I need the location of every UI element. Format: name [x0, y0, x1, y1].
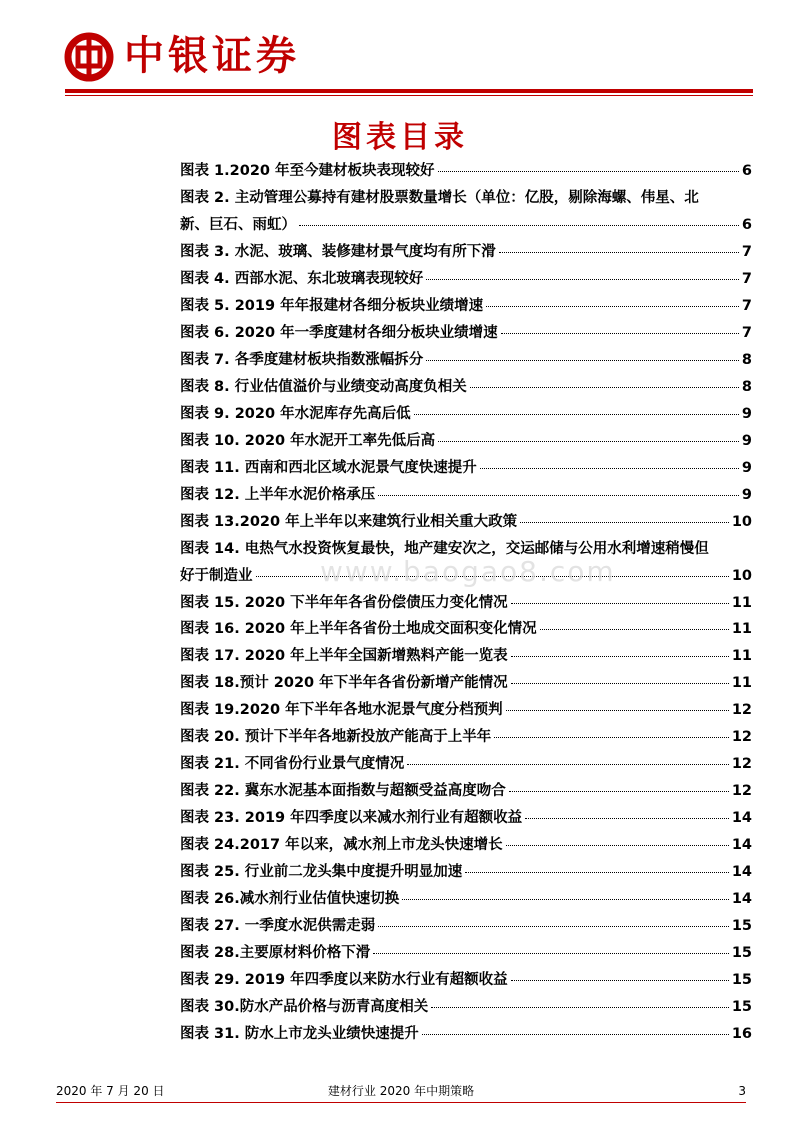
toc-leader-dots [402, 899, 729, 900]
toc-entry-label: 图表 31. 防水上市龙头业绩快速提升 [180, 1026, 419, 1042]
toc-entry-page: 14 [731, 810, 752, 827]
toc-leader-dots [511, 683, 729, 684]
toc-entry[interactable] [180, 940, 752, 967]
toc-leader-dots [438, 441, 739, 442]
toc-leader-dots [407, 764, 729, 765]
toc-entry-label: 图表 24.2017 年以来，减水剂上市龙头快速增长 [180, 837, 503, 854]
table-of-figures [180, 158, 752, 1048]
toc-leader-dots [525, 818, 729, 819]
toc-leader-dots [509, 791, 729, 792]
toc-entry-page: 15 [731, 999, 752, 1016]
toc-entry[interactable] [180, 724, 752, 751]
toc-entry-label: 图表 29. 2019 年四季度以来防水行业有超额收益 [180, 972, 508, 989]
toc-entry-page: 14 [731, 891, 752, 908]
toc-entry-page: 9 [741, 432, 752, 449]
toc-entry-label: 图表 21. 不同省份行业景气度情况 [180, 756, 405, 773]
toc-entry-page: 14 [731, 837, 752, 854]
footer-report-title: 建材行业 2020 年中期策略 [327, 1084, 475, 1098]
toc-leader-dots [501, 333, 739, 334]
toc-leader-dots [511, 980, 729, 981]
toc-entry-page: 12 [731, 783, 752, 800]
toc-entry[interactable] [180, 482, 752, 509]
toc-entry-page: 9 [741, 459, 752, 476]
footer-date: 2020 年 7 月 20 日 [56, 1084, 165, 1098]
toc-entry-label: 图表 13.2020 年上半年以来建筑行业相关重大政策 [180, 513, 518, 530]
toc-entry[interactable] [180, 832, 752, 859]
toc-entry[interactable] [180, 374, 752, 401]
toc-entry[interactable] [180, 185, 752, 239]
toc-leader-dots [499, 252, 739, 253]
toc-entry-label: 图表 17. 2020 年上半年全国新增熟料产能一览表 [180, 648, 508, 665]
toc-entry-page: 7 [741, 243, 752, 260]
bank-of-china-logo-icon [64, 32, 114, 82]
toc-entry-label: 图表 16. 2020 年上半年各省份土地成交面积变化情况 [180, 621, 537, 638]
toc-leader-dots [506, 710, 729, 711]
toc-entry-label: 图表 30.防水产品价格与沥青高度相关 [180, 999, 429, 1016]
toc-entry-label: 图表 6. 2020 年一季度建材各细分板块业绩增速 [180, 324, 498, 341]
toc-entry[interactable] [180, 616, 752, 643]
toc-entry[interactable] [180, 670, 752, 697]
toc-entry-page: 11 [731, 648, 752, 665]
header-rule [65, 89, 753, 93]
toc-leader-dots [431, 1007, 729, 1008]
page-footer [56, 1082, 746, 1100]
toc-entry-page: 12 [731, 756, 752, 773]
toc-entry-page: 9 [741, 405, 752, 422]
toc-entry[interactable] [180, 590, 752, 617]
toc-entry[interactable] [180, 805, 752, 832]
toc-entry-page: 11 [731, 675, 752, 692]
watermark: www.baogao8.com [320, 555, 616, 588]
toc-leader-dots [486, 306, 739, 307]
toc-entry[interactable] [180, 994, 752, 1021]
toc-entry-label: 图表 14. 电热气水投资恢复最快，地产建安次之，交运邮储与公用水利增速稍慢但 [180, 540, 709, 557]
toc-entry-label: 图表 19.2020 年下半年各地水泥景气度分档预判 [180, 702, 503, 719]
toc-entry-label: 图表 15. 2020 下半年年各省份偿债压力变化情况 [180, 594, 508, 611]
toc-entry[interactable] [180, 239, 752, 266]
header-rule-thin [65, 95, 753, 96]
toc-entry-page: 15 [731, 972, 752, 989]
footer-rule [56, 1102, 746, 1103]
toc-entry-label: 图表 28.主要原材料价格下滑 [180, 945, 371, 962]
toc-entry-label: 图表 2. 主动管理公募持有建材股票数量增长（单位：亿股，剔除海螺、伟星、北 [180, 189, 699, 206]
toc-leader-dots [511, 603, 729, 604]
toc-entry-page: 6 [741, 216, 752, 233]
toc-entry-page: 12 [731, 702, 752, 719]
toc-entry[interactable] [180, 886, 752, 913]
toc-leader-dots [299, 225, 739, 226]
toc-entry[interactable] [180, 643, 752, 670]
toc-entry-label-cont: 新、巨石、雨虹） [180, 216, 296, 233]
toc-entry-page: 8 [741, 378, 752, 395]
toc-entry[interactable] [180, 697, 752, 724]
toc-entry-label: 图表 5. 2019 年年报建材各细分板块业绩增速 [180, 297, 484, 314]
toc-entry[interactable] [180, 158, 752, 185]
toc-entry-label: 图表 12. 上半年水泥价格承压 [180, 486, 376, 503]
toc-entry-page: 8 [741, 351, 752, 368]
toc-entry[interactable] [180, 859, 752, 886]
toc-entry-label-cont: 好于制造业 [180, 567, 253, 584]
toc-entry[interactable] [180, 293, 752, 320]
toc-leader-dots [480, 468, 739, 469]
toc-entry[interactable] [180, 1021, 752, 1048]
toc-entry-page: 15 [731, 918, 752, 935]
toc-leader-dots [465, 872, 729, 873]
toc-leader-dots [426, 360, 739, 361]
toc-leader-dots [378, 495, 739, 496]
toc-entry-page: 10 [731, 513, 752, 530]
toc-entry-page: 14 [731, 864, 752, 881]
toc-entry[interactable] [180, 455, 752, 482]
toc-entry-label: 图表 18.预计 2020 年下半年各省份新增产能情况 [180, 675, 508, 692]
toc-entry-page: 7 [741, 324, 752, 341]
toc-leader-dots [494, 737, 729, 738]
toc-entry-label: 图表 1.2020 年至今建材板块表现较好 [180, 163, 435, 179]
toc-entry-label: 图表 9. 2020 年水泥库存先高后低 [180, 405, 411, 422]
toc-entry[interactable] [180, 967, 752, 994]
toc-leader-dots [414, 414, 739, 415]
toc-entry-page: 7 [741, 297, 752, 314]
toc-entry-page: 12 [731, 729, 752, 746]
toc-entry[interactable] [180, 778, 752, 805]
toc-entry[interactable] [180, 266, 752, 293]
toc-entry-page: 6 [741, 163, 752, 179]
toc-entry-page: 11 [731, 594, 752, 611]
page-header [0, 0, 800, 96]
brand-name: 中银证券 [124, 33, 300, 79]
toc-entry-label: 图表 20. 预计下半年各地新投放产能高于上半年 [180, 729, 492, 746]
toc-entry-page: 11 [731, 621, 752, 638]
toc-entry[interactable] [180, 751, 752, 778]
toc-leader-dots [540, 629, 729, 630]
toc-entry-page: 16 [731, 1026, 752, 1042]
toc-entry-label: 图表 7. 各季度建材板块指数涨幅拆分 [180, 351, 424, 368]
toc-leader-dots [422, 1034, 729, 1035]
toc-entry-page: 15 [731, 945, 752, 962]
toc-entry-label: 图表 23. 2019 年四季度以来减水剂行业有超额收益 [180, 810, 523, 827]
toc-entry[interactable] [180, 428, 752, 455]
toc-entry-label: 图表 27. 一季度水泥供需走弱 [180, 918, 376, 935]
toc-entry-label: 图表 4. 西部水泥、东北玻璃表现较好 [180, 270, 424, 287]
toc-entry-label: 图表 3. 水泥、玻璃、装修建材景气度均有所下滑 [180, 243, 496, 260]
toc-entry-label: 图表 11. 西南和西北区域水泥景气度快速提升 [180, 459, 477, 476]
toc-leader-dots [438, 171, 739, 172]
toc-leader-dots [520, 522, 729, 523]
toc-entry[interactable] [180, 913, 752, 940]
toc-leader-dots [373, 953, 729, 954]
toc-leader-dots [470, 387, 739, 388]
toc-title: 图表目录 [332, 120, 468, 155]
toc-leader-dots [378, 926, 729, 927]
toc-entry-page: 9 [741, 486, 752, 503]
toc-entry-label: 图表 22. 冀东水泥基本面指数与超额受益高度吻合 [180, 783, 506, 800]
toc-leader-dots [511, 656, 729, 657]
toc-leader-dots [426, 279, 739, 280]
toc-entry-page: 7 [741, 270, 752, 287]
toc-entry[interactable] [180, 401, 752, 428]
toc-leader-dots [506, 845, 729, 846]
toc-entry-label: 图表 10. 2020 年水泥开工率先低后高 [180, 432, 436, 449]
toc-entry-label: 图表 26.减水剂行业估值快速切换 [180, 891, 400, 908]
footer-page-number: 3 [738, 1084, 746, 1098]
toc-entry[interactable] [180, 509, 752, 536]
toc-entry[interactable] [180, 320, 752, 347]
toc-entry-page: 10 [731, 567, 752, 584]
toc-entry-label: 图表 25. 行业前二龙头集中度提升明显加速 [180, 864, 463, 881]
toc-entry-label: 图表 8. 行业估值溢价与业绩变动高度负相关 [180, 378, 467, 395]
toc-entry[interactable] [180, 347, 752, 374]
